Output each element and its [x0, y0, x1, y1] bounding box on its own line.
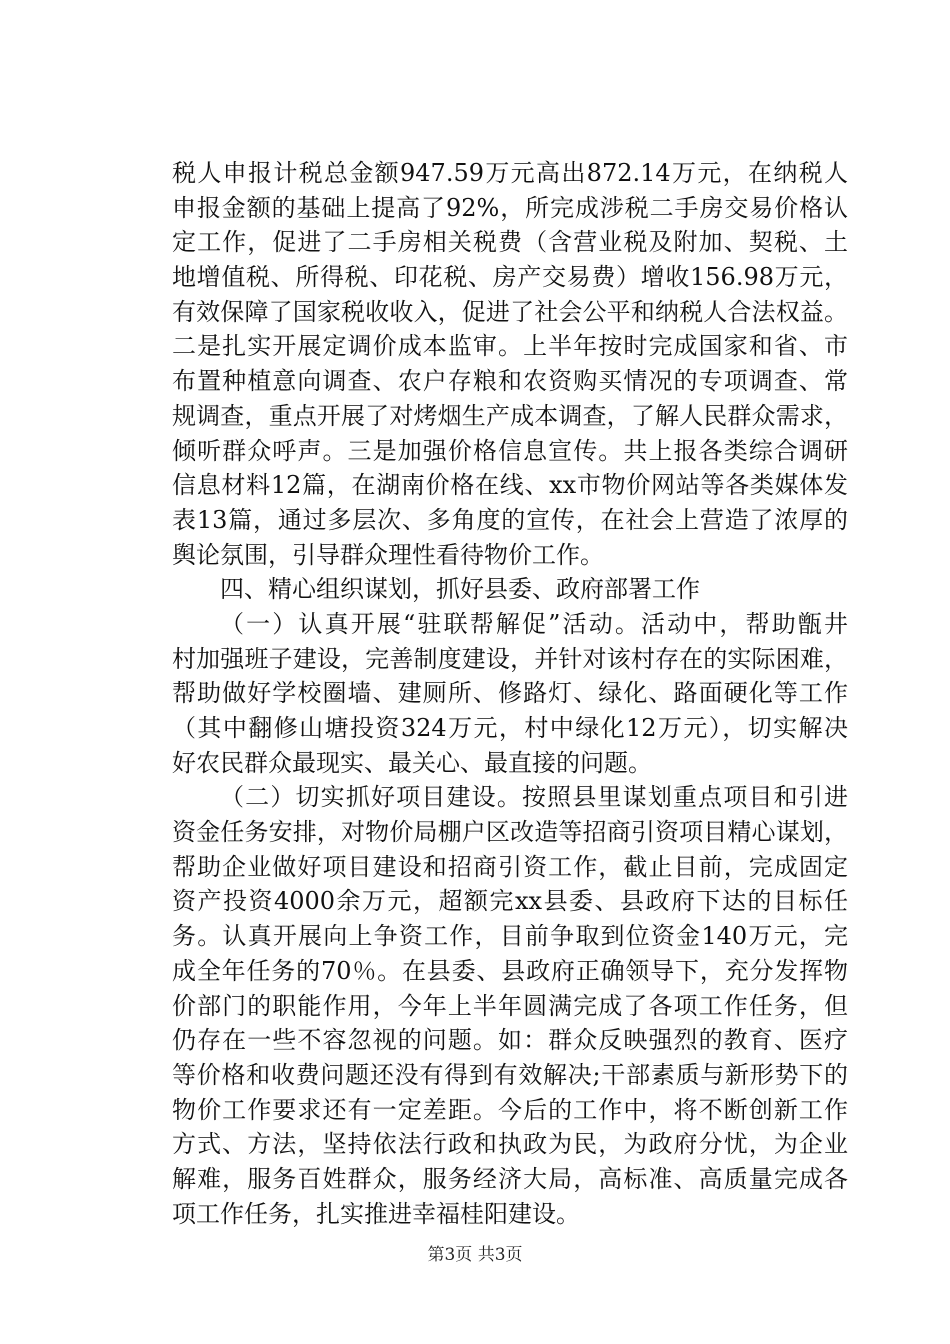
text-line: 解难，服务百姓群众，服务经济大局，高标准、高质量完成各 [172, 1164, 848, 1193]
text-line: 帮助企业做好项目建设和招商引资工作，截止目前，完成固定 [172, 852, 848, 881]
text-line: 地增值税、所得税、印花税、房产交易费）增收156.98万元， [172, 263, 848, 292]
section-heading: 四、精心组织谋划，抓好县委、政府部署工作 [220, 575, 700, 604]
page-number: 第3页 共3页 [427, 1245, 523, 1265]
text-line: 有效保障了国家税收收入，促进了社会公平和纳税人合法权益。 [172, 297, 848, 326]
text-line: 信息材料12篇，在湖南价格在线、xx市物价网站等各类媒体发 [172, 471, 848, 500]
text-line: 表13篇，通过多层次、多角度的宣传，在社会上营造了浓厚的 [172, 505, 848, 534]
text-line: 务。认真开展向上争资工作，目前争取到位资金140万元，完 [172, 922, 848, 951]
text-line: 规调查，重点开展了对烤烟生产成本调查，了解人民群众需求， [172, 401, 848, 430]
text-line: （其中翻修山塘投资324万元，村中绿化12万元），切实解决 [172, 714, 848, 742]
text-line: 定工作，促进了二手房相关税费（含营业税及附加、契税、土 [172, 228, 848, 257]
document-body [172, 156, 848, 1231]
text-line: 仍存在一些不容忽视的问题。如：群众反映强烈的教育、医疗 [172, 1026, 848, 1055]
text-line: 等价格和收费问题还没有得到有效解决;干部素质与新形势下的 [172, 1060, 848, 1089]
text-line: 价部门的职能作用，今年上半年圆满完成了各项工作任务，但 [172, 991, 848, 1020]
text-line: 成全年任务的70％。在县委、县政府正确领导下，充分发挥物 [172, 956, 848, 985]
text-line: 帮助做好学校圈墙、建厕所、修路灯、绿化、路面硬化等工作 [172, 679, 848, 708]
text-line: 物价工作要求还有一定差距。今后的工作中，将不断创新工作 [172, 1095, 848, 1124]
text-line: 税人申报计税总金额947.59万元高出872.14万元，在纳税人 [172, 159, 848, 187]
text-line: 倾听群众呼声。三是加强价格信息宣传。共上报各类综合调研 [172, 436, 848, 465]
text-line: 项工作任务，扎实推进幸福桂阳建设。 [172, 1199, 580, 1228]
text-line: 资金任务安排，对物价局棚户区改造等招商引资项目精心谋划， [172, 818, 848, 847]
text-line: 申报金额的基础上提高了92%，所完成涉税二手房交易价格认 [172, 193, 848, 222]
text-line: （二）切实抓好项目建设。按照县里谋划重点项目和引进 [220, 783, 848, 812]
text-line: （一）认真开展“驻联帮解促”活动。活动中，帮助甑井 [220, 609, 848, 638]
text-line: 村加强班子建设，完善制度建设，并针对该村存在的实际困难， [172, 644, 848, 673]
text-line: 方式、方法，坚持依法行政和执政为民，为政府分忧，为企业 [172, 1130, 848, 1159]
text-line: 舆论氛围，引导群众理性看待物价工作。 [172, 540, 604, 569]
text-line: 二是扎实开展定调价成本监审。上半年按时完成国家和省、市 [172, 332, 848, 361]
text-line: 资产投资4000余万元，超额完xx县委、县政府下达的目标任 [172, 887, 848, 916]
text-line: 好农民群众最现实、最关心、最直接的问题。 [172, 748, 652, 777]
text-line: 布置种植意向调查、农户存粮和农资购买情况的专项调查、常 [172, 367, 848, 396]
